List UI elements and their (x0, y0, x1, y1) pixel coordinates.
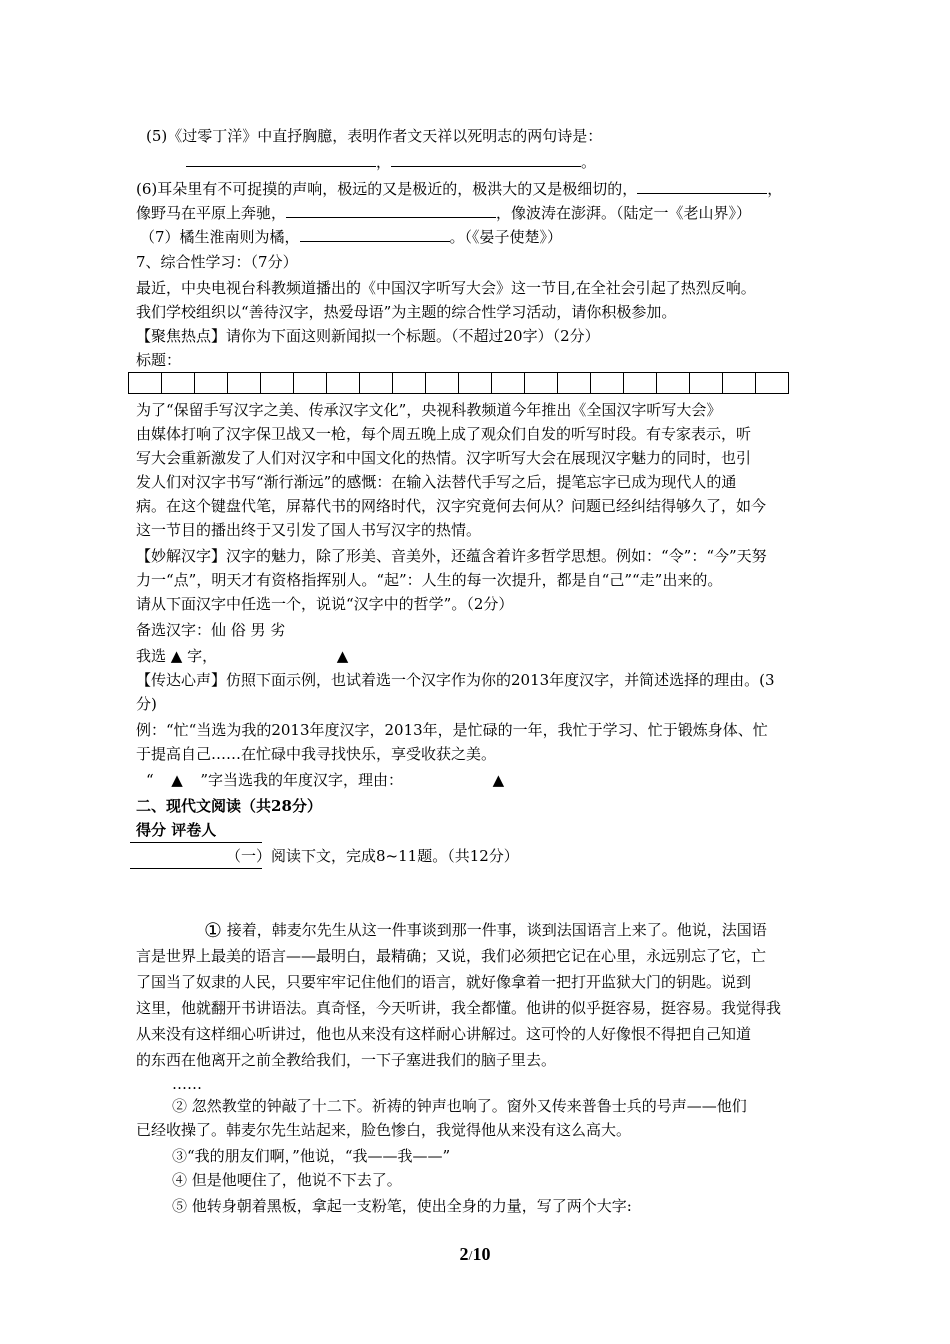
news-line-3: 写大会重新激发了人们对汉字和中国文化的热情。汉字听写大会在展现汉字魅力的同时，也引 (136, 449, 752, 467)
question-5-blanks: ， 。 (186, 150, 876, 174)
focus-prompt: 【聚焦热点】请你为下面这则新闻拟一个标题。（不超过20字）（2分） (136, 327, 600, 345)
news-line-6: 这一节目的播出终于又引发了国人书写汉字的热情。 (136, 521, 482, 539)
question-6-line-2: 像野马在平原上奔驰， ，像波涛在澎湃。（陆定一《老山界》） (136, 201, 826, 225)
miaojie-line-1: 【妙解汉字】汉字的魅力，除了形美、音美外，还蕴含着许多哲学思想。例如：“令”：“今”天努 (136, 547, 767, 565)
question-5: (5)《过零丁洋》中直抒胸臆，表明作者文天祥以死明志的两句诗是： (146, 127, 603, 145)
passage-line-2: 言是世界上最美的语言——最明白，最精确；又说，我们必须把它记在心里，永远别忘了它，亡 (136, 947, 767, 965)
news-line-4: 发人们对汉字书写“渐行渐远”的感慨：在输入法替代手写之后，提笔忘字已成为现代人的通 (136, 473, 737, 491)
chuanda-line-1: 【传达心声】仿照下面示例，也试着选一个汉字作为你的2013年度汉字，并简述选择的理由。(3 (136, 671, 775, 689)
miaojie-line-2: 力一“点”，明天才有资格指挥别人。“起”：人生的每一次提升，都是自“己”“走”出来的。 (136, 571, 723, 589)
passage-line-3: 了国当了奴隶的人民，只要牢牢记住他们的语言，就好像拿着一把打开监狱大门的钥匙。说到 (136, 973, 752, 991)
miaojie-line-3: 请从下面汉字中任选一个，说说“汉字中的哲学”。（2分） (136, 595, 514, 613)
chuanda-line-2: 分) (136, 695, 157, 713)
title-label: 标题： (136, 351, 182, 369)
question-6-line-1: (6)耳朵里有不可捉摸的声响，极远的又是极近的，极洪大的又是极细切的， ， (136, 177, 826, 201)
passage-ellipsis: …… (172, 1075, 202, 1093)
answer-blank[interactable] (186, 150, 376, 167)
triangle-marker: ▲ (171, 771, 183, 789)
news-line-2: 由媒体打响了汉字保卫战又一枪，每个周五晚上成了观众们自发的听写时段。有专家表示，听 (136, 425, 752, 443)
question-7: （7）橘生淮南则为橘， 。（《晏子使楚》） (140, 225, 830, 249)
passage-line-6: 的东西在他离开之前全教给我们，一下子塞进我们的脑子里去。 (136, 1051, 557, 1069)
news-line-5: 病。在这个键盘代笔，屏幕代书的网络时代，汉字究竟何去何从？问题已经纠结得够久了，如今 (136, 497, 767, 515)
passage-line-1: ① 接着，韩麦尔先生从这一件事谈到那一件事，谈到法国语言上来了。他说，法国语 (204, 918, 767, 942)
page-number: 2/10 (459, 1244, 491, 1264)
triangle-marker: ▲ (336, 647, 349, 665)
example-line-1: 例：“忙“当选为我的2013年度汉字，2013年，是忙碌的一年，我忙于学习、忙于锻炼身体、忙 (136, 721, 768, 739)
example-line-2: 于提高自己……在忙碌中我寻找快乐，享受收获之美。 (136, 745, 497, 763)
triangle-marker: ▲ (492, 771, 505, 789)
intro-line-2: 我们学校组织以“善待汉字，热爱母语”为主题的综合性学习活动，请你积极参加。 (136, 303, 677, 321)
score-box-rule (130, 868, 262, 869)
reading-1-heading: （一）阅读下文，完成8~11题。（共12分） (226, 847, 519, 865)
answer-blank[interactable] (286, 201, 496, 218)
answer-blank[interactable] (300, 225, 450, 242)
answer-blank[interactable] (391, 150, 581, 167)
passage-line-7: ② 忽然教堂的钟敲了十二下。祈祷的钟声也响了。窗外又传来普鲁士兵的号声——他们 (172, 1097, 747, 1115)
news-line-1: 为了“保留手写汉字之美、传承汉字文化”，央视科教频道今年推出《全国汉字听写大会》 (136, 401, 722, 419)
title-writing-grid[interactable] (128, 372, 789, 394)
triangle-marker: ▲ (170, 647, 183, 665)
passage-line-11: ⑤ 他转身朝着黑板，拿起一支粉笔，使出全身的力量，写了两个大字: (172, 1197, 632, 1215)
passage-line-10: ④ 但是他哽住了，他说不下去了。 (172, 1171, 402, 1189)
passage-line-5: 从来没有这样细心听讲过，他也从来没有这样耐心讲解过。这可怜的人好像恨不得把自己知道 (136, 1025, 752, 1043)
backup-characters: 备选汉字：仙 俗 男 劣 (136, 621, 286, 639)
intro-line-1: 最近，中央电视台科教频道播出的《中国汉字听写大会》这一节目,在全社会引起了热烈反响。 (136, 279, 756, 297)
passage-line-9: ③“我的朋友们啊，”他说，“我——我——” (172, 1147, 451, 1165)
score-box-rule (130, 842, 262, 843)
passage-line-4: 这里，他就翻开书讲语法。真奇怪，今天听讲，我全都懂。他讲的似乎挺容易，挺容易。我觉得我 (136, 999, 782, 1017)
annual-character-line: “ ▲ ”字当选我的年度汉字，理由： ▲ (146, 771, 505, 789)
passage-line-8: 已经收操了。韩麦尔先生站起来，脸色惨白，我觉得他从来没有这么高大。 (136, 1121, 632, 1139)
score-box-label: 得分 评卷人 (136, 821, 217, 839)
section-7-heading: 7、综合性学习：（7分） (136, 253, 298, 271)
choose-line: 我选 ▲ 字， ▲ (136, 647, 349, 665)
section-2-heading: 二、现代文阅读（共28分） (136, 797, 322, 815)
answer-blank[interactable] (637, 177, 767, 194)
